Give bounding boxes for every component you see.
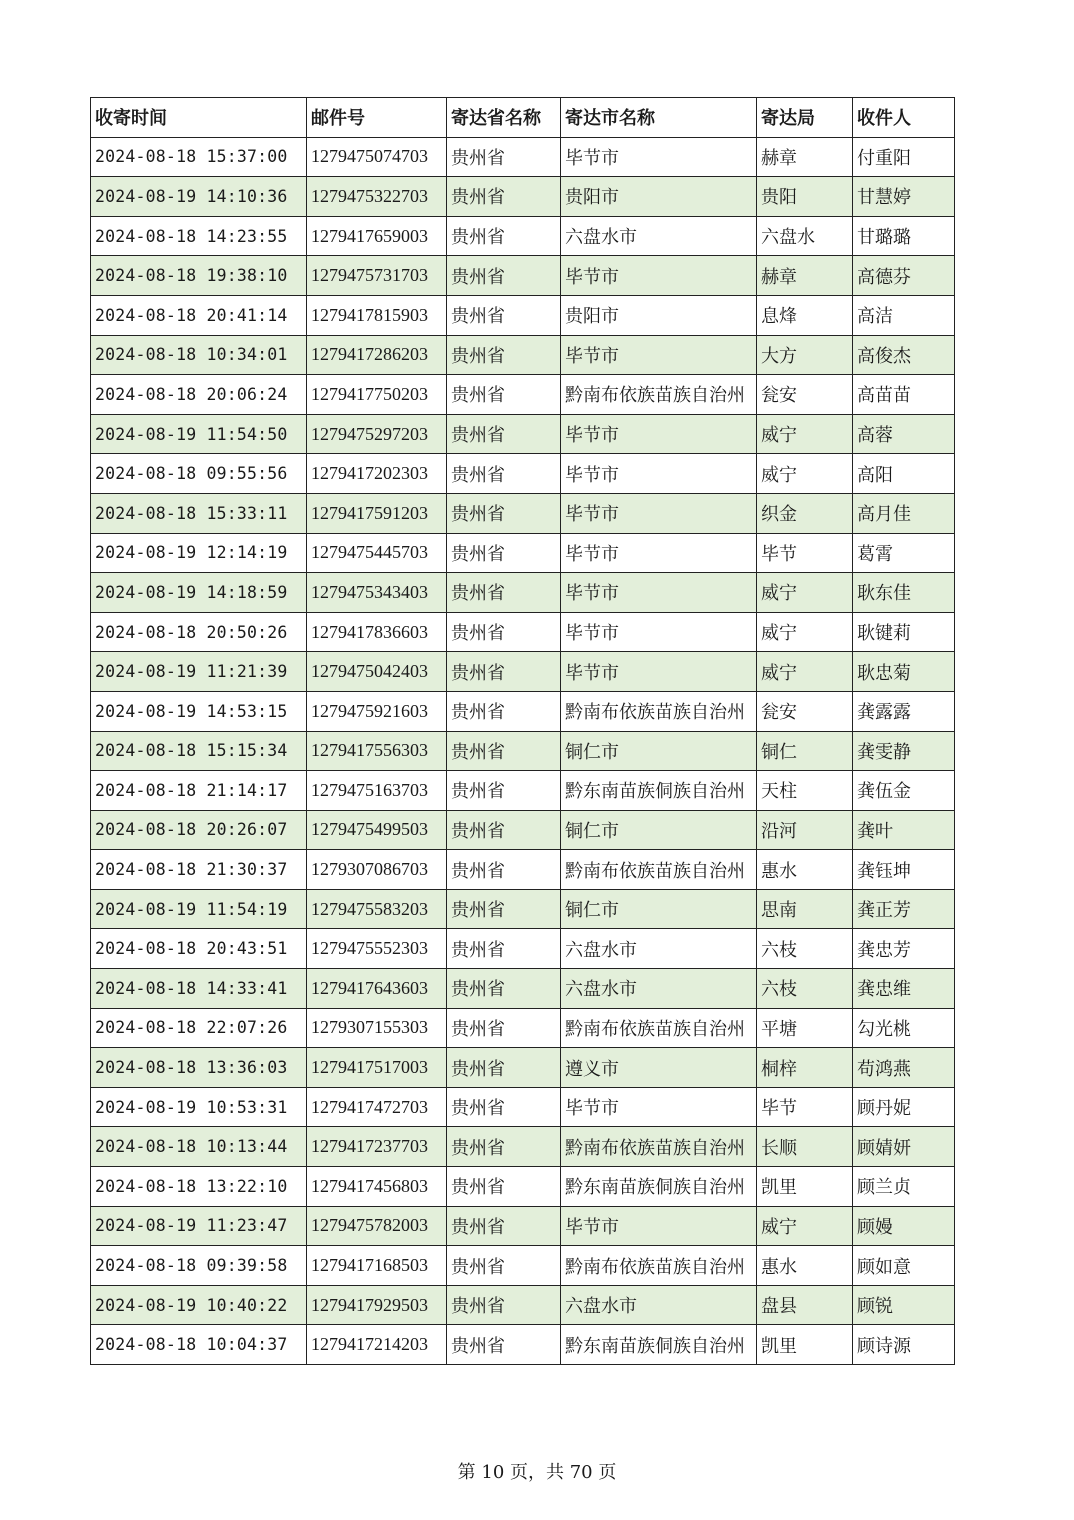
post-office-cell: 赫章: [757, 137, 853, 177]
table-row: [91, 731, 955, 771]
post-office-cell: 凯里: [757, 1167, 853, 1207]
post-office-cell: 天柱: [757, 771, 853, 811]
recipient-cell: 高苗苗: [853, 375, 955, 415]
city-cell: 毕节市: [561, 454, 757, 494]
city-cell: 六盘水市: [561, 216, 757, 256]
post-office-cell: 六盘水: [757, 216, 853, 256]
send-time-cell: 2024-08-19 10:40:22: [91, 1285, 307, 1325]
table-row: [91, 1087, 955, 1127]
send-time-cell: 2024-08-18 13:22:10: [91, 1167, 307, 1207]
mail-number-cell: 1279417472703: [307, 1087, 447, 1127]
header-mail-number: 邮件号: [307, 98, 447, 138]
mail-number-cell: 1279475445703: [307, 533, 447, 573]
mail-number-cell: 1279417517003: [307, 1048, 447, 1088]
send-time-cell: 2024-08-19 11:21:39: [91, 652, 307, 692]
header-post-office: 寄达局: [757, 98, 853, 138]
table-row: [91, 929, 955, 969]
recipient-cell: 耿键莉: [853, 612, 955, 652]
mail-number-cell: 1279417929503: [307, 1285, 447, 1325]
recipient-cell: 顾嫚: [853, 1206, 955, 1246]
city-cell: 黔南布依族苗族自治州: [561, 1008, 757, 1048]
recipient-cell: 耿忠菊: [853, 652, 955, 692]
table-row: [91, 1325, 955, 1365]
recipient-cell: 付重阳: [853, 137, 955, 177]
table-row: [91, 1285, 955, 1325]
post-office-cell: 平塘: [757, 1008, 853, 1048]
city-cell: 毕节市: [561, 137, 757, 177]
recipient-cell: 顾如意: [853, 1246, 955, 1286]
mail-number-cell: 1279417659003: [307, 216, 447, 256]
recipient-cell: 龚正芳: [853, 889, 955, 929]
send-time-cell: 2024-08-19 12:14:19: [91, 533, 307, 573]
province-cell: 贵州省: [447, 1325, 561, 1365]
recipient-cell: 高德芬: [853, 256, 955, 296]
table-row: [91, 295, 955, 335]
recipient-cell: 甘慧婷: [853, 177, 955, 217]
city-cell: 毕节市: [561, 256, 757, 296]
post-office-cell: 长顺: [757, 1127, 853, 1167]
city-cell: 贵阳市: [561, 295, 757, 335]
post-office-cell: 瓮安: [757, 375, 853, 415]
send-time-cell: 2024-08-19 10:53:31: [91, 1087, 307, 1127]
table-row: [91, 1246, 955, 1286]
mail-number-cell: 1279475074703: [307, 137, 447, 177]
mail-number-cell: 1279475322703: [307, 177, 447, 217]
mail-number-cell: 1279417643603: [307, 969, 447, 1009]
province-cell: 贵州省: [447, 612, 561, 652]
send-time-cell: 2024-08-18 10:04:37: [91, 1325, 307, 1365]
table-row: [91, 1048, 955, 1088]
recipient-cell: 顾诗源: [853, 1325, 955, 1365]
table-row: [91, 573, 955, 613]
province-cell: 贵州省: [447, 493, 561, 533]
mail-number-cell: 1279475499503: [307, 810, 447, 850]
post-office-cell: 威宁: [757, 652, 853, 692]
city-cell: 毕节市: [561, 612, 757, 652]
city-cell: 毕节市: [561, 1087, 757, 1127]
send-time-cell: 2024-08-18 13:36:03: [91, 1048, 307, 1088]
city-cell: 六盘水市: [561, 969, 757, 1009]
send-time-cell: 2024-08-18 15:15:34: [91, 731, 307, 771]
send-time-cell: 2024-08-18 09:55:56: [91, 454, 307, 494]
send-time-cell: 2024-08-19 14:18:59: [91, 573, 307, 613]
city-cell: 毕节市: [561, 652, 757, 692]
city-cell: 毕节市: [561, 573, 757, 613]
recipient-cell: 顾兰贞: [853, 1167, 955, 1207]
table-row: [91, 810, 955, 850]
city-cell: 铜仁市: [561, 731, 757, 771]
city-cell: 黔南布依族苗族自治州: [561, 850, 757, 890]
send-time-cell: 2024-08-19 14:53:15: [91, 691, 307, 731]
city-cell: 铜仁市: [561, 810, 757, 850]
mail-number-cell: 1279417237703: [307, 1127, 447, 1167]
send-time-cell: 2024-08-18 20:06:24: [91, 375, 307, 415]
post-office-cell: 威宁: [757, 612, 853, 652]
city-cell: 黔东南苗族侗族自治州: [561, 771, 757, 811]
send-time-cell: 2024-08-18 14:33:41: [91, 969, 307, 1009]
table-header-row: [91, 98, 955, 138]
send-time-cell: 2024-08-18 15:37:00: [91, 137, 307, 177]
province-cell: 贵州省: [447, 414, 561, 454]
mail-number-cell: 1279475583203: [307, 889, 447, 929]
send-time-cell: 2024-08-19 11:54:50: [91, 414, 307, 454]
province-cell: 贵州省: [447, 1127, 561, 1167]
table-row: [91, 850, 955, 890]
city-cell: 黔南布依族苗族自治州: [561, 1246, 757, 1286]
mail-number-cell: 1279475552303: [307, 929, 447, 969]
send-time-cell: 2024-08-18 19:38:10: [91, 256, 307, 296]
send-time-cell: 2024-08-19 11:23:47: [91, 1206, 307, 1246]
send-time-cell: 2024-08-18 21:14:17: [91, 771, 307, 811]
province-cell: 贵州省: [447, 1167, 561, 1207]
province-cell: 贵州省: [447, 295, 561, 335]
province-cell: 贵州省: [447, 1087, 561, 1127]
table-row: [91, 652, 955, 692]
mail-number-cell: 1279475782003: [307, 1206, 447, 1246]
city-cell: 铜仁市: [561, 889, 757, 929]
post-office-cell: 思南: [757, 889, 853, 929]
recipient-cell: 龚叶: [853, 810, 955, 850]
province-cell: 贵州省: [447, 731, 561, 771]
table-row: [91, 335, 955, 375]
header-province: 寄达省名称: [447, 98, 561, 138]
post-office-cell: 六枝: [757, 929, 853, 969]
mail-number-cell: 1279417815903: [307, 295, 447, 335]
city-cell: 黔东南苗族侗族自治州: [561, 1167, 757, 1207]
city-cell: 毕节市: [561, 533, 757, 573]
post-office-cell: 凯里: [757, 1325, 853, 1365]
send-time-cell: 2024-08-18 20:41:14: [91, 295, 307, 335]
table-row: [91, 533, 955, 573]
post-office-cell: 惠水: [757, 850, 853, 890]
post-office-cell: 赫章: [757, 256, 853, 296]
post-office-cell: 桐梓: [757, 1048, 853, 1088]
province-cell: 贵州省: [447, 216, 561, 256]
city-cell: 六盘水市: [561, 929, 757, 969]
province-cell: 贵州省: [447, 929, 561, 969]
recipient-cell: 苟鸿燕: [853, 1048, 955, 1088]
province-cell: 贵州省: [447, 1246, 561, 1286]
table-row: [91, 177, 955, 217]
mail-number-cell: 1279417168503: [307, 1246, 447, 1286]
city-cell: 毕节市: [561, 1206, 757, 1246]
post-office-cell: 六枝: [757, 969, 853, 1009]
mail-number-cell: 1279475731703: [307, 256, 447, 296]
recipient-cell: 高月佳: [853, 493, 955, 533]
send-time-cell: 2024-08-18 15:33:11: [91, 493, 307, 533]
recipient-cell: 葛霄: [853, 533, 955, 573]
table-row: [91, 612, 955, 652]
province-cell: 贵州省: [447, 850, 561, 890]
city-cell: 毕节市: [561, 493, 757, 533]
city-cell: 遵义市: [561, 1048, 757, 1088]
table-row: [91, 889, 955, 929]
city-cell: 黔东南苗族侗族自治州: [561, 1325, 757, 1365]
city-cell: 黔南布依族苗族自治州: [561, 1127, 757, 1167]
post-office-cell: 威宁: [757, 414, 853, 454]
header-send-time: 收寄时间: [91, 98, 307, 138]
city-cell: 贵阳市: [561, 177, 757, 217]
mail-number-cell: 1279417202303: [307, 454, 447, 494]
table-row: [91, 1127, 955, 1167]
recipient-cell: 龚忠芳: [853, 929, 955, 969]
mail-number-cell: 1279475042403: [307, 652, 447, 692]
header-city: 寄达市名称: [561, 98, 757, 138]
province-cell: 贵州省: [447, 1285, 561, 1325]
post-office-cell: 大方: [757, 335, 853, 375]
post-office-cell: 威宁: [757, 1206, 853, 1246]
city-cell: 毕节市: [561, 335, 757, 375]
send-time-cell: 2024-08-18 10:34:01: [91, 335, 307, 375]
table-row: [91, 1008, 955, 1048]
send-time-cell: 2024-08-19 14:10:36: [91, 177, 307, 217]
post-office-cell: 贵阳: [757, 177, 853, 217]
province-cell: 贵州省: [447, 573, 561, 613]
table-row: [91, 454, 955, 494]
mail-number-cell: 1279307155303: [307, 1008, 447, 1048]
table-row: [91, 969, 955, 1009]
send-time-cell: 2024-08-19 11:54:19: [91, 889, 307, 929]
mail-number-cell: 1279417591203: [307, 493, 447, 533]
send-time-cell: 2024-08-18 20:43:51: [91, 929, 307, 969]
table-row: [91, 137, 955, 177]
recipient-cell: 顾丹妮: [853, 1087, 955, 1127]
header-recipient: 收件人: [853, 98, 955, 138]
send-time-cell: 2024-08-18 20:26:07: [91, 810, 307, 850]
province-cell: 贵州省: [447, 137, 561, 177]
province-cell: 贵州省: [447, 1206, 561, 1246]
post-office-cell: 惠水: [757, 1246, 853, 1286]
province-cell: 贵州省: [447, 177, 561, 217]
table-row: [91, 216, 955, 256]
recipient-cell: 耿东佳: [853, 573, 955, 613]
table-row: [91, 414, 955, 454]
send-time-cell: 2024-08-18 09:39:58: [91, 1246, 307, 1286]
mail-records-table: [90, 97, 955, 1365]
send-time-cell: 2024-08-18 20:50:26: [91, 612, 307, 652]
table-row: [91, 771, 955, 811]
table-row: [91, 256, 955, 296]
post-office-cell: 毕节: [757, 533, 853, 573]
mail-number-cell: 1279475163703: [307, 771, 447, 811]
send-time-cell: 2024-08-18 21:30:37: [91, 850, 307, 890]
city-cell: 黔南布依族苗族自治州: [561, 375, 757, 415]
send-time-cell: 2024-08-18 10:13:44: [91, 1127, 307, 1167]
recipient-cell: 龚伍金: [853, 771, 955, 811]
mail-number-cell: 1279417214203: [307, 1325, 447, 1365]
province-cell: 贵州省: [447, 256, 561, 296]
page-number-footer: 第 10 页，共 70 页: [457, 1462, 617, 1483]
post-office-cell: 息烽: [757, 295, 853, 335]
post-office-cell: 织金: [757, 493, 853, 533]
recipient-cell: 高俊杰: [853, 335, 955, 375]
mail-number-cell: 1279417750203: [307, 375, 447, 415]
table-row: [91, 1167, 955, 1207]
recipient-cell: 高阳: [853, 454, 955, 494]
mail-number-cell: 1279475921603: [307, 691, 447, 731]
city-cell: 黔南布依族苗族自治州: [561, 691, 757, 731]
mail-number-cell: 1279417286203: [307, 335, 447, 375]
mail-number-cell: 1279475297203: [307, 414, 447, 454]
city-cell: 六盘水市: [561, 1285, 757, 1325]
province-cell: 贵州省: [447, 889, 561, 929]
recipient-cell: 龚雯静: [853, 731, 955, 771]
post-office-cell: 盘县: [757, 1285, 853, 1325]
province-cell: 贵州省: [447, 335, 561, 375]
province-cell: 贵州省: [447, 810, 561, 850]
province-cell: 贵州省: [447, 771, 561, 811]
table-body: [91, 137, 955, 1364]
province-cell: 贵州省: [447, 454, 561, 494]
recipient-cell: 高洁: [853, 295, 955, 335]
post-office-cell: 威宁: [757, 573, 853, 613]
table-row: [91, 691, 955, 731]
province-cell: 贵州省: [447, 375, 561, 415]
recipient-cell: 高蓉: [853, 414, 955, 454]
table-row: [91, 493, 955, 533]
mail-number-cell: 1279417836603: [307, 612, 447, 652]
recipient-cell: 顾婧妍: [853, 1127, 955, 1167]
post-office-cell: 瓮安: [757, 691, 853, 731]
mail-number-cell: 1279307086703: [307, 850, 447, 890]
province-cell: 贵州省: [447, 969, 561, 1009]
mail-number-cell: 1279417556303: [307, 731, 447, 771]
mail-number-cell: 1279475343403: [307, 573, 447, 613]
province-cell: 贵州省: [447, 691, 561, 731]
post-office-cell: 沿河: [757, 810, 853, 850]
recipient-cell: 勾光桃: [853, 1008, 955, 1048]
recipient-cell: 甘璐璐: [853, 216, 955, 256]
province-cell: 贵州省: [447, 1048, 561, 1088]
send-time-cell: 2024-08-18 22:07:26: [91, 1008, 307, 1048]
city-cell: 毕节市: [561, 414, 757, 454]
send-time-cell: 2024-08-18 14:23:55: [91, 216, 307, 256]
post-office-cell: 铜仁: [757, 731, 853, 771]
post-office-cell: 威宁: [757, 454, 853, 494]
province-cell: 贵州省: [447, 533, 561, 573]
province-cell: 贵州省: [447, 652, 561, 692]
table-row: [91, 375, 955, 415]
recipient-cell: 龚忠维: [853, 969, 955, 1009]
post-office-cell: 毕节: [757, 1087, 853, 1127]
recipient-cell: 龚钰坤: [853, 850, 955, 890]
recipient-cell: 顾锐: [853, 1285, 955, 1325]
table-row: [91, 1206, 955, 1246]
province-cell: 贵州省: [447, 1008, 561, 1048]
recipient-cell: 龚露露: [853, 691, 955, 731]
mail-number-cell: 1279417456803: [307, 1167, 447, 1207]
